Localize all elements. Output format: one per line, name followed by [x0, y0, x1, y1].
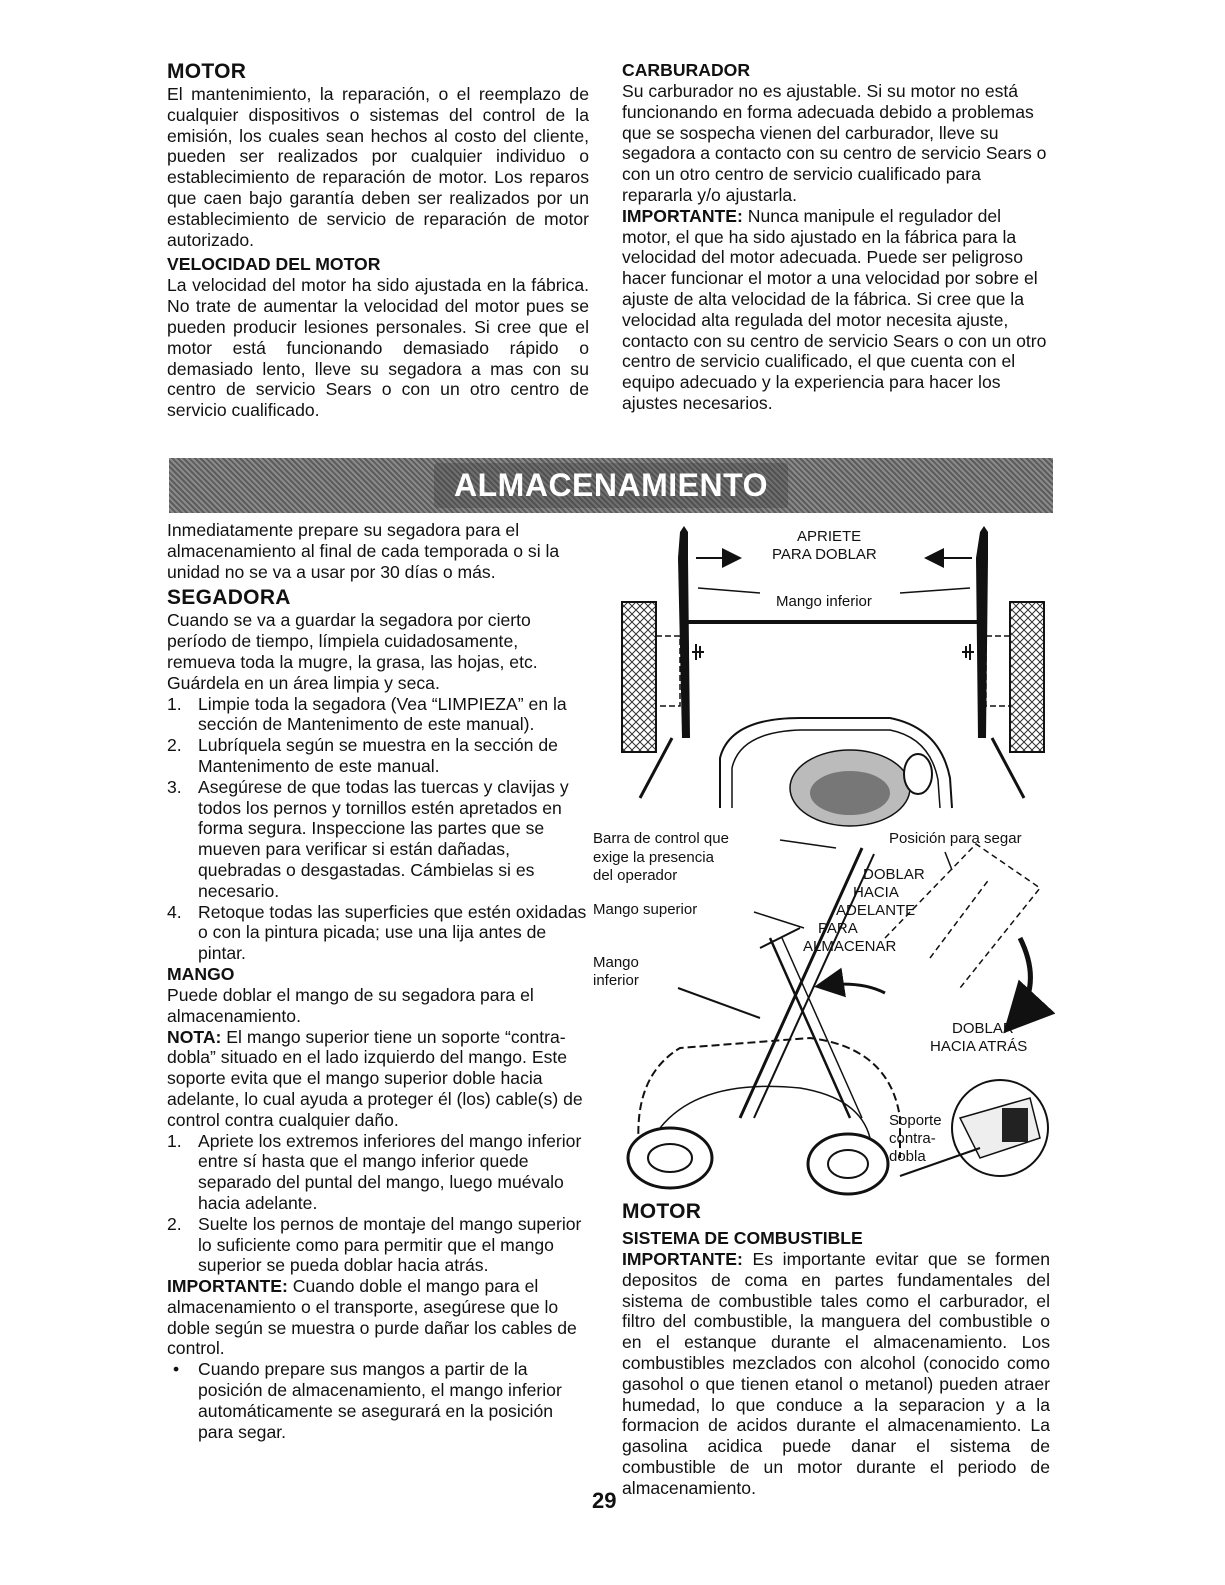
important-text: Es importante evitar que se formen depositos de coma en partes fundamentales del sistema de combustible tales como el carburador, el filtro del combustible, la manguera del combustible o en el estanque durante el almacenamiento. Los combustibles mezclados con alcohol (conocido como gasohol o que tienen etanol o metanol) pueden atraer humedad, lo que conduce a la separacion y a la formacion de acidos durante el almacenamiento. La gasolina acidica puede danar el sistema de combustible de un motor durante el periodo de almacenamiento.: [622, 1249, 1050, 1498]
mango-heading: MANGO: [167, 963, 235, 984]
label-mango-superior: Mango superior: [593, 901, 698, 918]
motor-paragraph: El mantenimiento, la reparación, o el reemplazo de cualquier dispositivos o sistemas del control de la emisión, los cuales sean hechos al costo del cliente, pueden ser realizados por cualquier individuo o establecimiento de reparación de motor. Los reparos que caen bajo garantía deben ser realizados por un establecimiento de servicio de reparación de motor autorizado.: [167, 84, 589, 250]
mango-important: [167, 1276, 591, 1359]
label-soporte-1: Soporte: [889, 1112, 942, 1129]
step-text: Retoque todas las superficies que estén oxidadas o con la pintura picada; use una lija antes de pintar.: [198, 901, 587, 964]
list-item: [167, 1359, 591, 1442]
label-doblar-adelante-2: HACIA: [853, 884, 899, 901]
almacenamiento-intro: Inmediatamente prepare su segadora para el almacenamiento al final de cada temporada o si la unidad no se va a usar por 30 días o más.: [167, 520, 560, 582]
step-text: Lubríquela según se muestra en la sección de Mantenimento de este manual.: [198, 735, 558, 776]
carburador-paragraph: Su carburador no es ajustable. Si su motor no está funcionando en forma adecuada debido a problemas que se sospecha vienen del carburador, lleve su segadora a contacto con su centro de servicio Sears o con un otro centro de servicio cualificado para repararla y/o ajustarla.: [622, 81, 1047, 205]
list-item: [167, 694, 591, 736]
mango-nota: [167, 1027, 591, 1131]
label-doblar-atras-2: HACIA ATRÁS: [930, 1038, 1028, 1055]
label-doblar-adelante-5: ALMACENAR: [803, 938, 897, 955]
section-banner: [169, 458, 1053, 513]
combustible-heading: SISTEMA DE COMBUSTIBLE: [622, 1228, 863, 1248]
motor-bottom-heading: MOTOR: [622, 1200, 702, 1223]
step-number: 1.: [167, 1130, 182, 1151]
segadora-paragraph: Cuando se va a guardar la segadora por cierto período de tiempo, límpiela cuidadosamente, remueva toda la mugre, la grasa, las hojas, etc. Guárdela en un área limpia y seca.: [167, 610, 538, 693]
important-text: Cuando doble el mango para el almacenamiento o el transporte, asegúrese que lo doble según se muestra o purde dañar los cables de control.: [167, 1276, 577, 1359]
bullet-icon: •: [173, 1359, 180, 1380]
velocidad-paragraph: La velocidad del motor ha sido ajustada en la fábrica. No trate de aumentar la velocidad del motor pues se pueden producir lesiones personales. Si cree que el motor está funcionando demasiado rápido o demasiado lento, lleve su segadora a mas con su centro de servicio Sears o con un otro centro de servicio cualificado.: [167, 275, 589, 421]
important-label: IMPORTANTE:: [622, 205, 743, 226]
step-number: 2.: [167, 735, 182, 756]
step-number: 1.: [167, 693, 182, 714]
label-barra-3: del operador: [593, 867, 678, 884]
page-number: 29: [592, 1488, 617, 1513]
step-number: 4.: [167, 901, 182, 922]
important-label: IMPORTANTE:: [622, 1249, 743, 1269]
step-text: Suelte los pernos de montaje del mango superior lo suficiente como para permitir que el mango superior se pueda doblar hacia atrás.: [198, 1213, 582, 1276]
important-label: IMPORTANTE:: [167, 1276, 288, 1297]
mango-steps: [167, 1131, 591, 1277]
label-doblar-adelante-1: DOBLAR: [863, 866, 925, 883]
label-barra-1: Barra de control que: [593, 830, 729, 847]
label-soporte-3: dobla: [889, 1148, 926, 1165]
label-soporte-2: contra-: [889, 1130, 936, 1147]
label-mango-inf-2: inferior: [593, 972, 639, 989]
label-mango-inf-1: Mango: [593, 954, 639, 971]
list-item: [167, 1131, 591, 1214]
mango-bullets: [167, 1359, 591, 1442]
label-apriete: APRIETE: [797, 528, 862, 545]
important-text: Nunca manipule el regulador del motor, el que ha sido ajustado en la fábrica para la velocidad del motor adecuada. Puede ser peligroso hacer funcionar el motor a una velocidad por sobre el ajuste de alta velocidad de la fábrica. Si cree que la velocidad alta regulada del motor necesita ajuste, contacto con su centro de servicio Sears o con un otro centro de servicio cualificado, el que cuenta con el equipo adecuado y la experiencia para hacer los ajustes necesarios.: [622, 205, 1047, 413]
list-item: [167, 735, 591, 777]
label-doblar-atras-1: DOBLAR: [952, 1020, 1014, 1037]
step-text: Limpie toda la segadora (Vea “LIMPIEZA” en la sección de Mantenimento de este manual).: [198, 693, 567, 735]
label-para-doblar: PARA DOBLAR: [772, 546, 877, 563]
list-item: [167, 777, 591, 902]
label-barra-2: exige la presencia: [593, 849, 714, 866]
carburador-important: [622, 206, 1054, 414]
bullet-text: Cuando prepare sus mangos a partir de la posición de almacenamiento, el mango inferior automáticamente se asegurará en la posición para segar.: [198, 1359, 562, 1442]
right-bottom-column: [622, 1200, 1050, 1499]
step-number: 2.: [167, 1213, 182, 1234]
segadora-heading: SEGADORA: [167, 586, 291, 610]
motor-heading: MOTOR: [167, 60, 247, 83]
handle-folding-figure: [593, 518, 1060, 1208]
left-top-column: [167, 60, 589, 421]
banner-title: ALMACENAMIENTO: [434, 463, 788, 508]
combustible-paragraph: [622, 1249, 1050, 1499]
label-doblar-adelante-4: PARA: [818, 920, 858, 937]
label-doblar-adelante-3: ADELANTE: [836, 902, 916, 919]
right-top-column: [622, 60, 1054, 414]
velocidad-heading: VELOCIDAD DEL MOTOR: [167, 254, 381, 275]
list-item: [167, 1214, 591, 1276]
list-item: [167, 902, 591, 964]
step-number: 3.: [167, 776, 182, 797]
step-text: Asegúrese de que todas las tuercas y clavijas y todos los pernos y tornillos estén apretados en forma segura. Inspeccione las partes que se mueven para verificar si están dañadas, quebradas o desgastadas. Cámbielas si es necesario.: [198, 776, 569, 901]
segadora-steps: [167, 694, 591, 964]
label-mango-inferior-top: Mango inferior: [776, 593, 872, 610]
nota-label: NOTA:: [167, 1026, 222, 1047]
mango-paragraph: Puede doblar el mango de su segadora para el almacenamiento.: [167, 984, 534, 1026]
label-posicion: Posición para segar: [889, 830, 1022, 847]
left-bottom-column: [167, 520, 591, 1442]
step-text: Apriete los extremos inferiores del mango inferior entre sí hasta que el mango inferior quede separado del puntal del mango, luego muévalo hacia adelante.: [198, 1130, 582, 1213]
carburador-heading: CARBURADOR: [622, 60, 751, 80]
nota-text: El mango superior tiene un soporte “contra-dobla” situado en el lado izquierdo del mango. Este soporte evita que el mango superior doble hacia adelante, lo cual ayuda a proteger él (los) cable(s) de control contra cualquier daño.: [167, 1026, 583, 1130]
